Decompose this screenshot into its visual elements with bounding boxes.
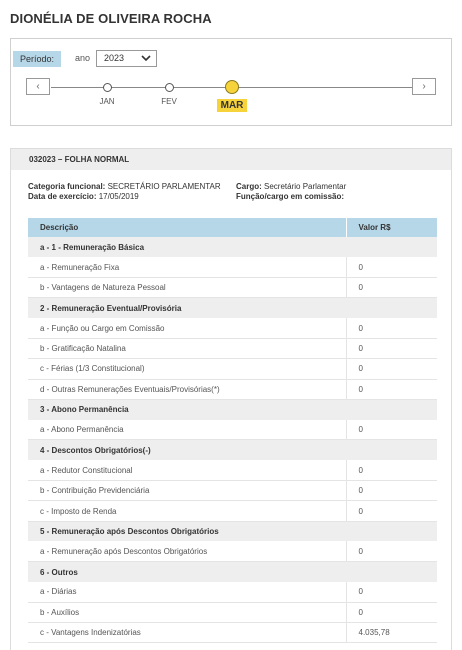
section-title: 3 - Abono Permanência — [28, 399, 437, 419]
row-value: 0 — [346, 338, 437, 358]
cargo-value: Secretário Parlamentar — [264, 182, 347, 191]
table-header-row — [28, 218, 437, 237]
section-title: 5 - Remuneração após Descontos Obrigatórios — [28, 521, 437, 541]
row-value: 0 — [346, 501, 437, 521]
next-month-button[interactable] — [412, 78, 436, 95]
row-description: b - Vantagens de Natureza Pessoal — [28, 278, 346, 298]
payslip-table — [28, 218, 437, 643]
row-description: a - Função ou Cargo em Comissão — [28, 318, 346, 338]
table-row — [28, 582, 437, 602]
section-title: 4 - Descontos Obrigatórios(-) — [28, 440, 437, 460]
table-section-row — [28, 440, 437, 460]
data-exercicio — [28, 192, 139, 201]
row-value: 0 — [346, 602, 437, 622]
timeline-label-jan[interactable]: JAN — [99, 97, 115, 106]
payslip-panel — [10, 148, 452, 650]
categoria-label: Categoria funcional: — [28, 182, 106, 191]
cargo-label: Cargo: — [236, 182, 262, 191]
row-value: 0 — [346, 257, 437, 277]
timeline-dot-jan[interactable] — [103, 83, 112, 92]
chevron-left-icon: ‹ — [36, 81, 40, 92]
page-title: DIONÉLIA DE OLIVEIRA ROCHA — [10, 11, 212, 26]
row-description: a - Abono Permanência — [28, 420, 346, 440]
period-selector — [10, 38, 452, 126]
table-row — [28, 379, 437, 399]
row-value: 0 — [346, 541, 437, 561]
table-row — [28, 623, 437, 643]
period-label: Período: — [13, 51, 61, 67]
row-value: 0 — [346, 318, 437, 338]
year-label: ano — [75, 53, 91, 63]
table-row — [28, 420, 437, 440]
chevron-right-icon: › — [422, 81, 426, 92]
row-description: c - Férias (1/3 Constitucional) — [28, 359, 346, 379]
table-row — [28, 501, 437, 521]
table-row — [28, 278, 437, 298]
column-header-valor: Valor R$ — [346, 218, 437, 237]
table-row — [28, 338, 437, 358]
row-value: 0 — [346, 481, 437, 501]
row-value: 0 — [346, 420, 437, 440]
prev-month-button[interactable] — [26, 78, 50, 95]
row-value: 0 — [346, 359, 437, 379]
data-exercicio-label: Data de exercício: — [28, 192, 97, 201]
row-value: 0 — [346, 379, 437, 399]
timeline-dot-fev[interactable] — [165, 83, 174, 92]
funcao-cargo-comissao — [236, 192, 344, 201]
row-value: 0 — [346, 582, 437, 602]
row-description: a - Diárias — [28, 582, 346, 602]
timeline-label-fev[interactable]: FEV — [161, 97, 177, 106]
row-description: c - Imposto de Renda — [28, 501, 346, 521]
row-description: a - Remuneração após Descontos Obrigatórios — [28, 541, 346, 561]
chevron-down-icon — [141, 55, 151, 61]
table-section-row — [28, 562, 437, 582]
row-description: c - Vantagens Indenizatórias — [28, 623, 346, 643]
categoria-funcional — [28, 182, 221, 191]
payslip-header: 032023 – FOLHA NORMAL — [11, 149, 451, 170]
table-row — [28, 481, 437, 501]
column-header-descricao: Descrição — [28, 218, 346, 237]
timeline-dot-mar-active[interactable] — [225, 80, 239, 94]
year-select-value: 2023 — [104, 53, 125, 63]
table-row — [28, 257, 437, 277]
row-description: a - Remuneração Fixa — [28, 257, 346, 277]
funcao-label: Função/cargo em comissão: — [236, 192, 345, 201]
row-value: 0 — [346, 278, 437, 298]
row-description: b - Contribuição Previdenciária — [28, 481, 346, 501]
data-exercicio-value: 17/05/2019 — [98, 192, 139, 201]
row-description: d - Outras Remunerações Eventuais/Provisórias(*) — [28, 379, 346, 399]
cargo — [236, 182, 346, 191]
table-row — [28, 602, 437, 622]
section-title: a - 1 - Remuneração Básica — [28, 237, 437, 257]
table-body — [28, 237, 437, 643]
table-section-row — [28, 521, 437, 541]
row-description: b - Gratificação Natalina — [28, 338, 346, 358]
row-value: 0 — [346, 460, 437, 480]
row-description: a - Redutor Constitucional — [28, 460, 346, 480]
year-select[interactable] — [96, 50, 157, 67]
row-description: b - Auxílios — [28, 602, 346, 622]
table-row — [28, 359, 437, 379]
table-section-row — [28, 399, 437, 419]
categoria-value: SECRETÁRIO PARLAMENTAR — [107, 182, 221, 191]
row-value: 4.035,78 — [346, 623, 437, 643]
table-section-row — [28, 298, 437, 318]
table-row — [28, 541, 437, 561]
table-section-row — [28, 237, 437, 257]
table-row — [28, 460, 437, 480]
table-row — [28, 318, 437, 338]
section-title: 2 - Remuneração Eventual/Provisória — [28, 298, 437, 318]
section-title: 6 - Outros — [28, 562, 437, 582]
timeline-label-mar-active[interactable]: MAR — [217, 99, 247, 112]
